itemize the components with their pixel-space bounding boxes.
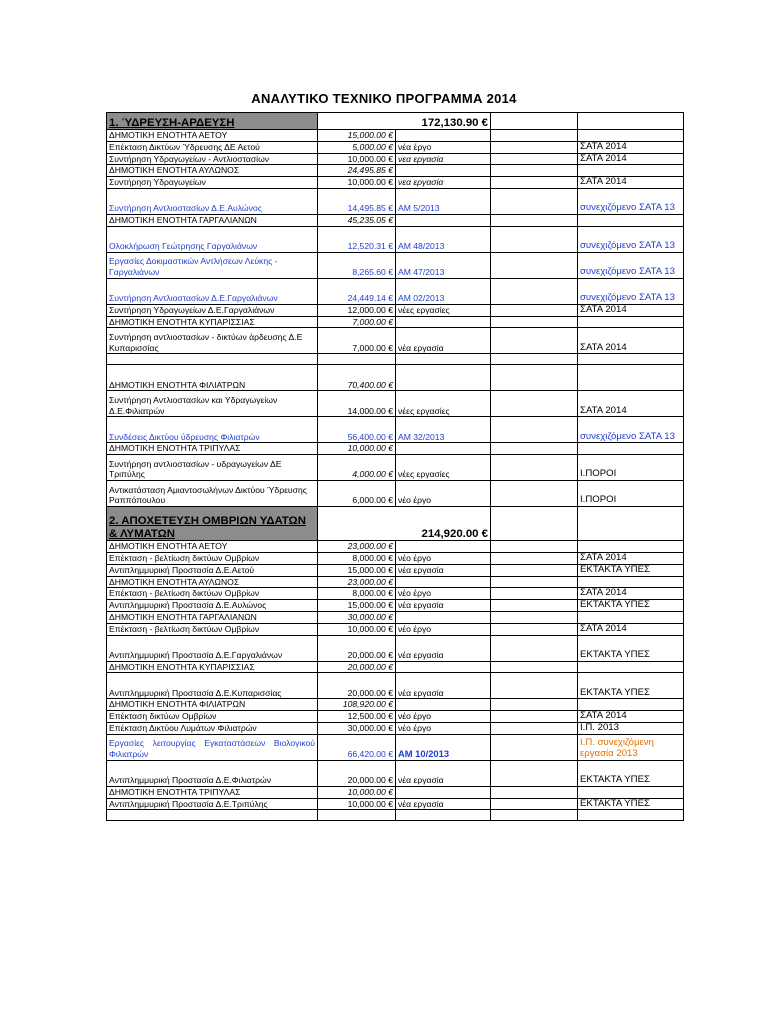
amount: 20,000.00 €	[318, 661, 396, 673]
funding-source: ΣΑΤΑ 2014	[578, 328, 684, 354]
status-note	[396, 611, 491, 623]
empty-cell	[491, 734, 578, 760]
item-row	[107, 564, 684, 576]
status-note: ΑΜ 48/2013	[396, 226, 491, 252]
item-row	[107, 252, 684, 278]
status-note: νέα εργασία	[396, 673, 491, 699]
amount: 8,265.60 €	[318, 252, 396, 278]
empty-cell	[491, 113, 578, 130]
amount: 20,000.00 €	[318, 673, 396, 699]
item-description: Επέκταση Δικτύου Λυμάτων Φιλιατρών	[107, 722, 318, 734]
unit-row	[107, 443, 684, 455]
funding-source: συνεχιζόμενο ΣΑΤΑ 13	[578, 226, 684, 252]
status-note: ΑΜ 47/2013	[396, 252, 491, 278]
status-note: νέο έργο	[396, 711, 491, 723]
status-note: νέα εργασία	[396, 600, 491, 612]
funding-source	[578, 214, 684, 226]
funding-source: ΕΚΤΑΚΤΑ ΥΠΕΣ	[578, 564, 684, 576]
empty-cell	[491, 354, 578, 365]
item-description: Αντιπλημμυρική Προστασία Δ.Ε.Αετού	[107, 564, 318, 576]
empty-cell	[491, 810, 578, 821]
amount: 7,000.00 €	[318, 316, 396, 328]
empty-cell	[491, 188, 578, 214]
empty-cell	[491, 252, 578, 278]
item-row	[107, 153, 684, 165]
item-row	[107, 481, 684, 507]
empty-cell	[491, 455, 578, 481]
empty-cell	[491, 443, 578, 455]
empty-cell	[491, 661, 578, 673]
funding-source: συνεχιζόμενο ΣΑΤΑ 13	[578, 417, 684, 443]
status-note: νέες εργασίες	[396, 304, 491, 316]
unit-row	[107, 316, 684, 328]
empty-cell	[491, 699, 578, 711]
empty-cell	[107, 354, 318, 365]
item-description: Αντιπλημμυρική Προστασία Δ.Ε.Κυπαρισσίας	[107, 673, 318, 699]
status-note: νέες εργασίες	[396, 391, 491, 417]
amount: 45,235.05 €	[318, 214, 396, 226]
status-note	[396, 786, 491, 798]
status-note	[396, 699, 491, 711]
item-description: Συντήρηση Υδραγωγείων Δ.Ε.Γαργαλιάνων	[107, 304, 318, 316]
amount: 56,400.00 €	[318, 417, 396, 443]
empty-cell	[491, 141, 578, 153]
amount: 8,000.00 €	[318, 588, 396, 600]
funding-source: Ι.ΠΟΡΟΙ	[578, 481, 684, 507]
status-note: νέο έργο	[396, 623, 491, 635]
item-description: Επέκταση δικτύων Ομβρίων	[107, 711, 318, 723]
status-note: ΑΜ 10/2013	[396, 734, 491, 760]
unit-row	[107, 576, 684, 588]
status-note	[396, 661, 491, 673]
empty-cell	[491, 600, 578, 612]
amount: 30,000.00 €	[318, 722, 396, 734]
amount: 15,000.00 €	[318, 130, 396, 142]
item-row	[107, 141, 684, 153]
empty-cell	[491, 635, 578, 661]
amount: 24,495.85 €	[318, 165, 396, 177]
unit-row	[107, 699, 684, 711]
empty-cell	[491, 417, 578, 443]
item-description: Συντήρηση Αντλιοστασίων και Υδραγωγείων Δ.Ε.Φιλιατρών	[107, 391, 318, 417]
item-description: Συντήρηση Υδραγωγείων - Αντλιοστασίων	[107, 153, 318, 165]
amount: 12,000.00 €	[318, 304, 396, 316]
item-description: Αντικατάσταση Αμιαντοσωλήνων Δικτύου Ύδρευσης Ραππόπουλου	[107, 481, 318, 507]
empty-cell	[491, 564, 578, 576]
status-note: νέα εργασία	[396, 760, 491, 786]
item-row	[107, 623, 684, 635]
empty-cell	[491, 588, 578, 600]
item-description: Επέκταση - βελτίωση δικτύων Ομβρίων	[107, 588, 318, 600]
item-row	[107, 391, 684, 417]
item-row	[107, 760, 684, 786]
unit-name: ΔΗΜΟΤΙΚΗ ΕΝΟΤΗΤΑ ΓΑΡΓΑΛΙΑΝΩΝ	[107, 214, 318, 226]
status-note: νέο έργο	[396, 552, 491, 564]
amount: 10,000.00 €	[318, 786, 396, 798]
amount: 66,420.00 €	[318, 734, 396, 760]
item-description: Επέκταση - βελτίωση δικτύων Ομβρίων	[107, 552, 318, 564]
item-description: Συντήρηση Υδραγωγείων	[107, 177, 318, 189]
status-note	[396, 365, 491, 391]
unit-row	[107, 661, 684, 673]
funding-source: Ι.ΠΟΡΟΙ	[578, 455, 684, 481]
empty-cell	[491, 481, 578, 507]
item-description: Αντιπλημμυρική Προστασία Δ.Ε.Γαργαλιάνων	[107, 635, 318, 661]
section-total: 214,920.00 €	[318, 507, 491, 541]
unit-row	[107, 611, 684, 623]
status-note: ΑΜ 32/2013	[396, 417, 491, 443]
empty-cell	[491, 177, 578, 189]
funding-source	[578, 443, 684, 455]
empty-cell	[491, 711, 578, 723]
amount: 108,920.00 €	[318, 699, 396, 711]
status-note: ΑΜ 5/2013	[396, 188, 491, 214]
amount: 10,000.00 €	[318, 177, 396, 189]
section-header-row	[107, 507, 684, 541]
status-note	[396, 130, 491, 142]
funding-source: ΕΚΤΑΚΤΑ ΥΠΕΣ	[578, 798, 684, 810]
amount: 12,520.31 €	[318, 226, 396, 252]
unit-name: ΔΗΜΟΤΙΚΗ ΕΝΟΤΗΤΑ ΑΥΛΩΝΟΣ	[107, 576, 318, 588]
status-note	[396, 316, 491, 328]
empty-cell	[491, 552, 578, 564]
item-description: Εργασίες Δοκιμαστικών Αντλήσεων Λεύκης - Γαργαλιάνων	[107, 252, 318, 278]
amount: 4,000.00 €	[318, 455, 396, 481]
amount: 5,000.00 €	[318, 141, 396, 153]
funding-source: ΣΑΤΑ 2014	[578, 623, 684, 635]
funding-source: συνεχιζόμενο ΣΑΤΑ 13	[578, 278, 684, 304]
budget-table	[106, 112, 684, 821]
empty-cell	[318, 810, 396, 821]
status-note: νέες εργασίες	[396, 455, 491, 481]
unit-name: ΔΗΜΟΤΙΚΗ ΕΝΟΤΗΤΑ ΚΥΠΑΡΙΣΣΙΑΣ	[107, 316, 318, 328]
funding-source	[578, 661, 684, 673]
funding-source: ΣΑΤΑ 2014	[578, 153, 684, 165]
unit-name: ΔΗΜΟΤΙΚΗ ΕΝΟΤΗΤΑ ΤΡΙΠΥΛΑΣ	[107, 786, 318, 798]
funding-source	[578, 611, 684, 623]
amount: 15,000.00 €	[318, 564, 396, 576]
amount: 6,000.00 €	[318, 481, 396, 507]
amount: 20,000.00 €	[318, 760, 396, 786]
empty-cell	[491, 153, 578, 165]
empty-cell	[491, 623, 578, 635]
empty-cell	[491, 130, 578, 142]
funding-source: Ι.Π. 2013	[578, 722, 684, 734]
funding-source: ΣΑΤΑ 2014	[578, 588, 684, 600]
funding-source: ΕΚΤΑΚΤΑ ΥΠΕΣ	[578, 635, 684, 661]
item-row	[107, 798, 684, 810]
item-description: Επέκταση Δικτύων Ύδρευσης ΔΕ Αετού	[107, 141, 318, 153]
item-row	[107, 588, 684, 600]
amount: 10,000.00 €	[318, 153, 396, 165]
amount: 14,000.00 €	[318, 391, 396, 417]
funding-source	[578, 130, 684, 142]
unit-name: ΔΗΜΟΤΙΚΗ ΕΝΟΤΗΤΑ ΚΥΠΑΡΙΣΣΙΑΣ	[107, 661, 318, 673]
amount: 10,000.00 €	[318, 798, 396, 810]
empty-cell	[491, 673, 578, 699]
item-row	[107, 734, 684, 760]
empty-cell	[578, 507, 684, 541]
amount: 24,449.14 €	[318, 278, 396, 304]
item-description: Ολοκλήρωση Γεώτρησης Γαργαλιάνων	[107, 226, 318, 252]
amount: 10,000.00 €	[318, 623, 396, 635]
blank-row	[107, 810, 684, 821]
amount: 70,400.00 €	[318, 365, 396, 391]
empty-cell	[491, 304, 578, 316]
item-row	[107, 722, 684, 734]
empty-cell	[491, 316, 578, 328]
item-row	[107, 455, 684, 481]
amount: 23,000.00 €	[318, 576, 396, 588]
unit-name: ΔΗΜΟΤΙΚΗ ΕΝΟΤΗΤΑ ΑΥΛΩΝΟΣ	[107, 165, 318, 177]
unit-name: ΔΗΜΟΤΙΚΗ ΕΝΟΤΗΤΑ ΤΡΙΠΥΛΑΣ	[107, 443, 318, 455]
unit-row	[107, 365, 684, 391]
funding-source	[578, 786, 684, 798]
amount: 30,000.00 €	[318, 611, 396, 623]
page-title: ΑΝΑΛΥΤΙΚΟ ΤΕΧΝΙΚΟ ΠΡΟΓΡΑΜΜΑ 2014	[251, 91, 517, 106]
status-note	[396, 576, 491, 588]
status-note: νέο έργο	[396, 588, 491, 600]
empty-cell	[578, 810, 684, 821]
unit-name: ΔΗΜΟΤΙΚΗ ΕΝΟΤΗΤΑ ΦΙΛΙΑΤΡΩΝ	[107, 699, 318, 711]
funding-source: ΕΚΤΑΚΤΑ ΥΠΕΣ	[578, 673, 684, 699]
unit-row	[107, 130, 684, 142]
empty-cell	[491, 328, 578, 354]
funding-source	[578, 541, 684, 553]
unit-row	[107, 541, 684, 553]
item-row	[107, 188, 684, 214]
item-description: Συντήρηση Αντλιοστασίων Δ.Ε.Αυλώνος	[107, 188, 318, 214]
item-description: Συνδέσεις Δικτύου ύδρευσης Φιλιατρών	[107, 417, 318, 443]
empty-cell	[491, 214, 578, 226]
item-description: Αντιπλημμυρική Προστασία Δ.Ε.Τριπύλης	[107, 798, 318, 810]
funding-source	[578, 365, 684, 391]
funding-source: ΣΑΤΑ 2014	[578, 304, 684, 316]
status-note: νέα έργο	[396, 141, 491, 153]
amount: 7,000.00 €	[318, 328, 396, 354]
blank-row	[107, 354, 684, 365]
empty-cell	[491, 760, 578, 786]
amount: 12,500.00 €	[318, 711, 396, 723]
status-note	[396, 541, 491, 553]
status-note: νέα εργασία	[396, 635, 491, 661]
empty-cell	[491, 507, 578, 541]
funding-source: ΣΑΤΑ 2014	[578, 711, 684, 723]
empty-cell	[578, 354, 684, 365]
status-note: νέο έργο	[396, 481, 491, 507]
item-description: Αντιπλημμυρική Προστασία Δ.Ε.Φιλιατρών	[107, 760, 318, 786]
item-row	[107, 711, 684, 723]
empty-cell	[491, 226, 578, 252]
item-row	[107, 226, 684, 252]
status-note: νέο έργο	[396, 722, 491, 734]
funding-source	[578, 699, 684, 711]
item-row	[107, 304, 684, 316]
empty-cell	[491, 365, 578, 391]
unit-name: ΔΗΜΟΤΙΚΗ ΕΝΟΤΗΤΑ ΑΕΤΟΥ	[107, 130, 318, 142]
unit-row	[107, 786, 684, 798]
item-row	[107, 417, 684, 443]
amount: 8,000.00 €	[318, 552, 396, 564]
item-description: Επέκταση - βελτίωση δικτύων Ομβρίων	[107, 623, 318, 635]
amount: 20,000.00 €	[318, 635, 396, 661]
funding-source: ΣΑΤΑ 2014	[578, 391, 684, 417]
empty-cell	[318, 354, 396, 365]
amount: 14,495.85 €	[318, 188, 396, 214]
funding-source: ΕΚΤΑΚΤΑ ΥΠΕΣ	[578, 600, 684, 612]
unit-name: ΔΗΜΟΤΙΚΗ ΕΝΟΤΗΤΑ ΦΙΛΙΑΤΡΩΝ	[107, 365, 318, 391]
funding-source: συνεχιζόμενο ΣΑΤΑ 13	[578, 252, 684, 278]
item-description: Αντιπλημμυρική Προστασία Δ.Ε.Αυλώνος	[107, 600, 318, 612]
empty-cell	[491, 391, 578, 417]
status-note: νέα εργασία	[396, 564, 491, 576]
empty-cell	[491, 576, 578, 588]
status-note	[396, 443, 491, 455]
status-note	[396, 165, 491, 177]
section-total: 172,130.90 €	[318, 113, 491, 130]
amount: 23,000.00 €	[318, 541, 396, 553]
empty-cell	[491, 541, 578, 553]
empty-cell	[396, 810, 491, 821]
unit-name: ΔΗΜΟΤΙΚΗ ΕΝΟΤΗΤΑ ΑΕΤΟΥ	[107, 541, 318, 553]
status-note: νεα εργασία	[396, 177, 491, 189]
funding-source: Ι.Π. συνεχιζόμενη εργασία 2013	[578, 734, 684, 760]
empty-cell	[491, 165, 578, 177]
item-row	[107, 177, 684, 189]
empty-cell	[491, 611, 578, 623]
empty-cell	[491, 278, 578, 304]
item-row	[107, 552, 684, 564]
item-description: Συντήρηση αντλιοστασίων - δικτύων άρδευσης Δ.Ε Κυπαρισσίας	[107, 328, 318, 354]
funding-source: ΕΚΤΑΚΤΑ ΥΠΕΣ	[578, 760, 684, 786]
empty-cell	[396, 354, 491, 365]
status-note: νέα εργασία	[396, 328, 491, 354]
status-note: νέα εργασία	[396, 798, 491, 810]
item-row	[107, 278, 684, 304]
status-note: ΑΜ 02/2013	[396, 278, 491, 304]
funding-source: ΣΑΤΑ 2014	[578, 552, 684, 564]
empty-cell	[491, 722, 578, 734]
amount: 10,000.00 €	[318, 443, 396, 455]
status-note	[396, 214, 491, 226]
funding-source	[578, 576, 684, 588]
item-description: Συντήρηση αντλιοστασίων - υδραγωγείων ΔΕ Τριπύλης	[107, 455, 318, 481]
status-note: νεα εργασία	[396, 153, 491, 165]
section-header-row	[107, 113, 684, 130]
empty-cell	[491, 798, 578, 810]
empty-cell	[578, 113, 684, 130]
item-row	[107, 673, 684, 699]
unit-row	[107, 165, 684, 177]
item-row	[107, 328, 684, 354]
funding-source: ΣΑΤΑ 2014	[578, 177, 684, 189]
funding-source: συνεχιζόμενο ΣΑΤΑ 13	[578, 188, 684, 214]
section-title: 1. ΎΔΡΕΥΣΗ-ΑΡΔΕΥΣΗ	[107, 113, 318, 130]
funding-source	[578, 316, 684, 328]
funding-source: ΣΑΤΑ 2014	[578, 141, 684, 153]
item-row	[107, 600, 684, 612]
empty-cell	[491, 786, 578, 798]
amount: 15,000.00 €	[318, 600, 396, 612]
item-row	[107, 635, 684, 661]
unit-row	[107, 214, 684, 226]
item-description: Εργασίες λειτουργίας Εγκαταστάσεων Βιολογικού Φιλιατρών	[107, 734, 318, 760]
unit-name: ΔΗΜΟΤΙΚΗ ΕΝΟΤΗΤΑ ΓΑΡΓΑΛΙΑΝΩΝ	[107, 611, 318, 623]
empty-cell	[107, 810, 318, 821]
funding-source	[578, 165, 684, 177]
item-description: Συντήρηση Αντλιοστασίων Δ.Ε.Γαργαλιάνων	[107, 278, 318, 304]
section-title: 2. ΑΠΟΧΕΤΕΥΣΗ ΟΜΒΡΙΩΝ ΥΔΑΤΩΝ & ΛΥΜΑΤΩΝ	[107, 507, 318, 541]
